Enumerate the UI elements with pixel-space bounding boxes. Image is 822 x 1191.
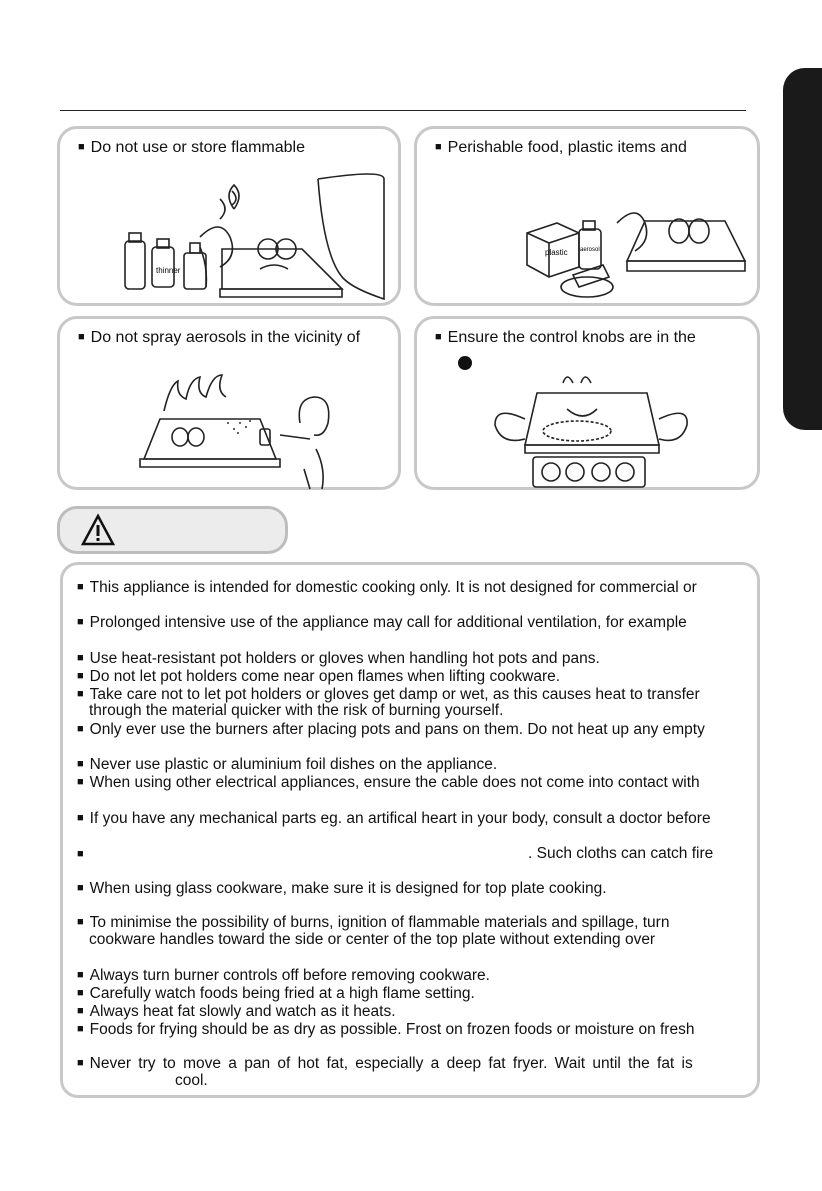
note-hot-fat: ■ Never try to move a pan of hot fat, especially a deep fat fryer. Wait until the fat is [77,1055,693,1072]
note-domestic: ■ This appliance is intended for domestic cooking only. It is not designed for commercial or [77,579,697,596]
card-title: ■ Do not use or store flammable [78,139,305,156]
note-open-flames: ■ Do not let pot holders come near open flames when lifting cookware. [77,668,561,685]
note-empty-pans: ■ Only ever use the burners after placing pots and pans on them. Do not heat up any empty [77,721,705,738]
note-damp-gloves-cont: through the material quicker with the risk of burning yourself. [89,702,504,719]
note-ventilation: ■ Prolonged intensive use of the appliance may call for additional ventilation, for example [77,614,687,631]
note-watch-frying: ■ Carefully watch foods being fried at a high flame setting. [77,985,475,1002]
caution-banner [57,506,288,554]
card-knobs [414,316,760,490]
note-hot-fat-cont: cool. [175,1072,208,1089]
card-flammable [57,126,401,306]
note-glass-cookware: ■ When using glass cookware, make sure it is designed for top plate cooking. [77,880,607,897]
note-burns: ■ To minimise the possibility of burns, ignition of flammable materials and spillage, turn [77,914,670,931]
note-cloths-bullet: ■ [77,848,84,860]
note-pot-holders: ■ Use heat-resistant pot holders or gloves when handling hot pots and pans. [77,650,600,667]
thinner-label: thinner [156,266,181,275]
perishable-illustration [417,129,763,309]
card-perishable [414,126,760,306]
card-title: ■ Ensure the control knobs are in the [435,329,696,346]
aerosol-label: aerosol [580,247,600,253]
off-position-icon [458,356,472,370]
notes-panel [60,562,760,1098]
card-title: ■ Perishable food, plastic items and [435,139,687,156]
note-damp-gloves: ■ Take care not to let pot holders or gloves get damp or wet, as this causes heat to transfer [77,686,700,703]
note-mechanical-parts: ■ If you have any mechanical parts eg. an artifical heart in your body, consult a doctor before [77,810,711,827]
note-dry-foods: ■ Foods for frying should be as dry as possible. Frost on frozen foods or moisture on fresh [77,1021,695,1038]
note-controls-off: ■ Always turn burner controls off before removing cookware. [77,967,490,984]
note-foil-dishes: ■ Never use plastic or aluminium foil dishes on the appliance. [77,756,498,773]
note-cloths: . Such cloths can catch fire [528,845,714,862]
header-rule [60,110,746,111]
note-heat-fat: ■ Always heat fat slowly and watch as it heats. [77,1003,396,1020]
plastic-label: plastic [545,248,568,257]
note-burns-cont: cookware handles toward the side or center of the top plate without extending over [89,931,656,948]
section-tab [783,68,822,430]
note-electrical-cable: ■ When using other electrical appliances, ensure the cable does not come into contact with [77,774,700,791]
aerosol-illustration [60,319,404,493]
flammable-illustration [60,129,404,309]
card-title: ■ Do not spray aerosols in the vicinity of [78,329,361,346]
knobs-illustration [417,319,763,493]
card-aerosols [57,316,401,490]
warning-triangle-icon [80,513,116,549]
